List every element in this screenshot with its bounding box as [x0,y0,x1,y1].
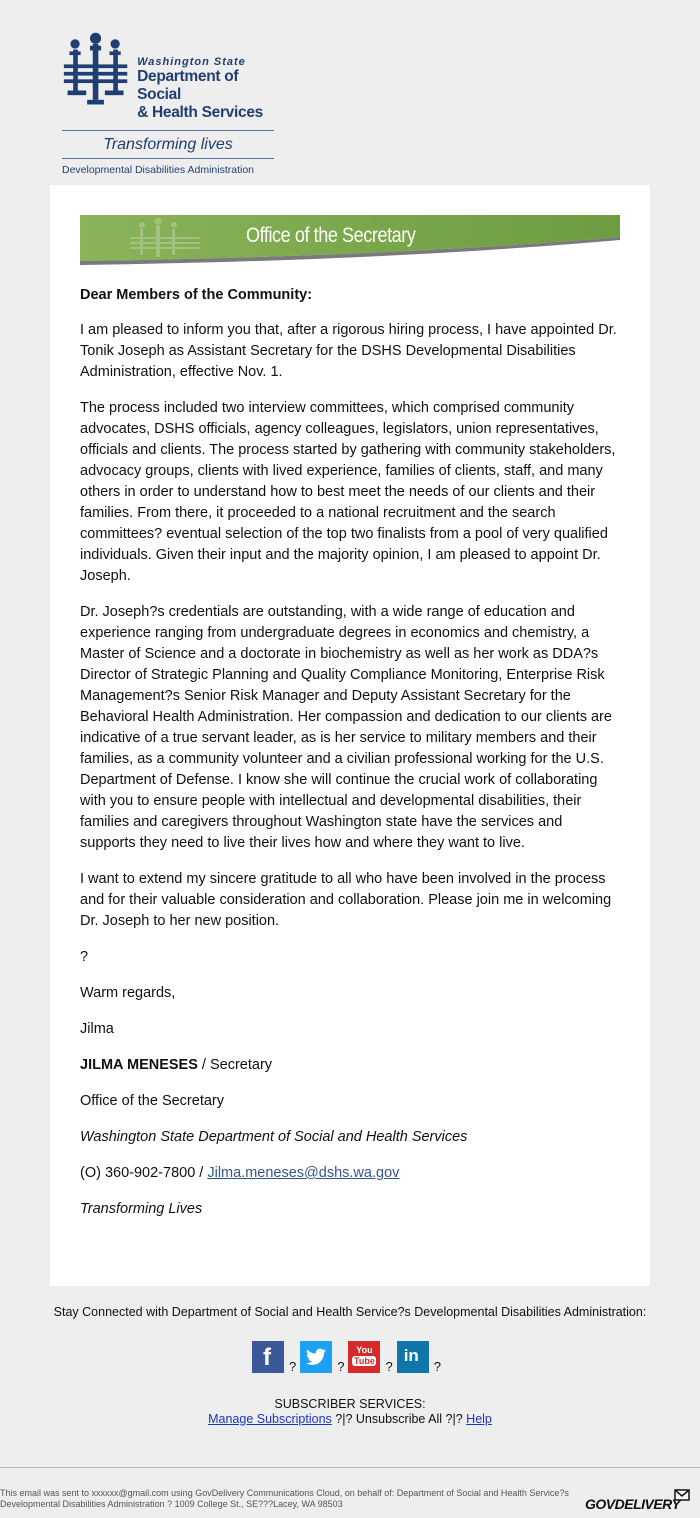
subscriber-services [0,1397,700,1427]
dept-name-line1: Department of Social [137,68,239,103]
social-sep: ? [385,1359,393,1374]
footer-divider [0,1467,700,1468]
manage-subscriptions-link[interactable]: Manage Subscriptions [208,1412,332,1426]
social-sep: ? [289,1359,297,1374]
office-banner [80,215,620,267]
youtube-line2: Tube [354,1356,375,1366]
social-links [252,1341,445,1373]
stay-connected-text: Stay Connected with Department of Social and Health Service?s Developmental Disabilities Administration: [53,1305,647,1319]
social-sep: ? [433,1359,441,1374]
letter-body [80,285,620,1235]
office-name: Office of the Secretary [80,1093,224,1109]
facebook-icon[interactable] [252,1341,284,1373]
admin-name: Developmental Disabilities Administration [62,164,255,176]
linkedin-icon[interactable] [397,1341,429,1373]
signature-line [80,1055,620,1076]
subscriber-heading: SUBSCRIBER SERVICES: [274,1397,426,1411]
state-label: Washington State [137,56,246,68]
youtube-wordmark [348,1345,380,1366]
facebook-glyph: f [263,1344,271,1371]
divider [62,130,274,131]
link-sep: ?|? [442,1412,467,1426]
subscriber-links [0,1412,700,1427]
closing: Warm regards, [80,985,176,1001]
paragraph-2: The process included two interview committees, which comprised community advocates, DSHS officials, agency colleagues, legislators, union representatives, officials and clients. The process started by gathering with community stakeholders, advocacy groups, clients with lived experience, families of clients, staff, and many others in order to understand how to best meet the needs of our clients and their families. From there, it proceeded to a national recruitment and the search committees? eventual selection of the top two finalists from a pool of very qualified individuals. Given their input and the majority opinion, I am pleased to appoint Dr. Joseph. [80,400,616,584]
link-sep: ?|? [331,1412,356,1426]
divider [62,158,274,159]
twitter-icon[interactable] [300,1341,332,1373]
unsubscribe-all-text: Unsubscribe All [355,1412,443,1426]
paragraph-3: Dr. Joseph?s credentials are outstanding, with a wide range of education and experience ranging from undergraduate degrees in economics and chemistry, a Master of Science and a doctorate in biochemistry as well as her work as DDA?s Director of Strategic Planning and Quality Compliance Monitoring, Enterprise Risk Management?s Senior Risk Manager and Deputy Assistant Secretary for the Behavioral Health Administration. Her compassion and dedication to our clients are indicative of a true servant leader, as is her service to military members and their families, as a community volunteer and a civilian professional working for the U.S. Department of Defense. I know she will continue the crucial work of collaborating with you to ensure people with intellectual and developmental disabilities, their families and caregivers throughout Washington state have the services and supports they need to live their lives how and where they want to live. [80,604,612,851]
signature-name: JILMA MENESES [80,1057,198,1073]
placeholder-char: ? [80,949,89,965]
social-sep: ? [337,1359,345,1374]
motto: Transforming Lives [80,1201,203,1217]
email-card [50,185,650,1286]
signature-title: / Secretary [197,1057,273,1073]
first-name: Jilma [80,1021,114,1037]
phone: (O) 360-902-7800 / [80,1165,208,1181]
tagline: Transforming lives [103,136,233,153]
email-link[interactable]: Jilma.meneses@dshs.wa.gov [207,1165,400,1181]
footer-disclaimer: This email was sent to xxxxxx@gmail.com using GovDelivery Communications Cloud, on behalf of: Department of Social and Health Service?s Developmental Disabilities Administration ? 1009 College St., SE???Lacey, WA 98503 [0,1488,569,1509]
help-link[interactable]: Help [466,1412,492,1426]
greeting: Dear Members of the Community: [80,287,313,303]
youtube-line1: You [356,1345,373,1355]
banner-title: Office of the Secretary [246,224,416,247]
paragraph-4: I want to extend my sincere gratitude to all who have been involved in the process and for their valuable consideration and collaboration. Please join me in welcoming Dr. Joseph to her new position. [80,871,612,929]
contact-line [80,1163,620,1184]
family-figures-icon [62,30,129,110]
govdelivery-wordmark: GOVDELIVERY [585,1496,681,1512]
agency-name: Washington State Department of Social and Health Services [80,1129,468,1145]
dept-name-line2: & Health Services [137,104,263,121]
govdelivery-logo[interactable] [585,1487,695,1513]
dshs-logo [62,30,276,176]
paragraph-1: I am pleased to inform you that, after a rigorous hiring process, I have appointed Dr. Tonik Joseph as Assistant Secretary for the DSHS Developmental Disabilities Administration, effective Nov. 1. [80,322,617,380]
linkedin-glyph: in [403,1346,419,1365]
youtube-icon[interactable] [348,1341,380,1373]
